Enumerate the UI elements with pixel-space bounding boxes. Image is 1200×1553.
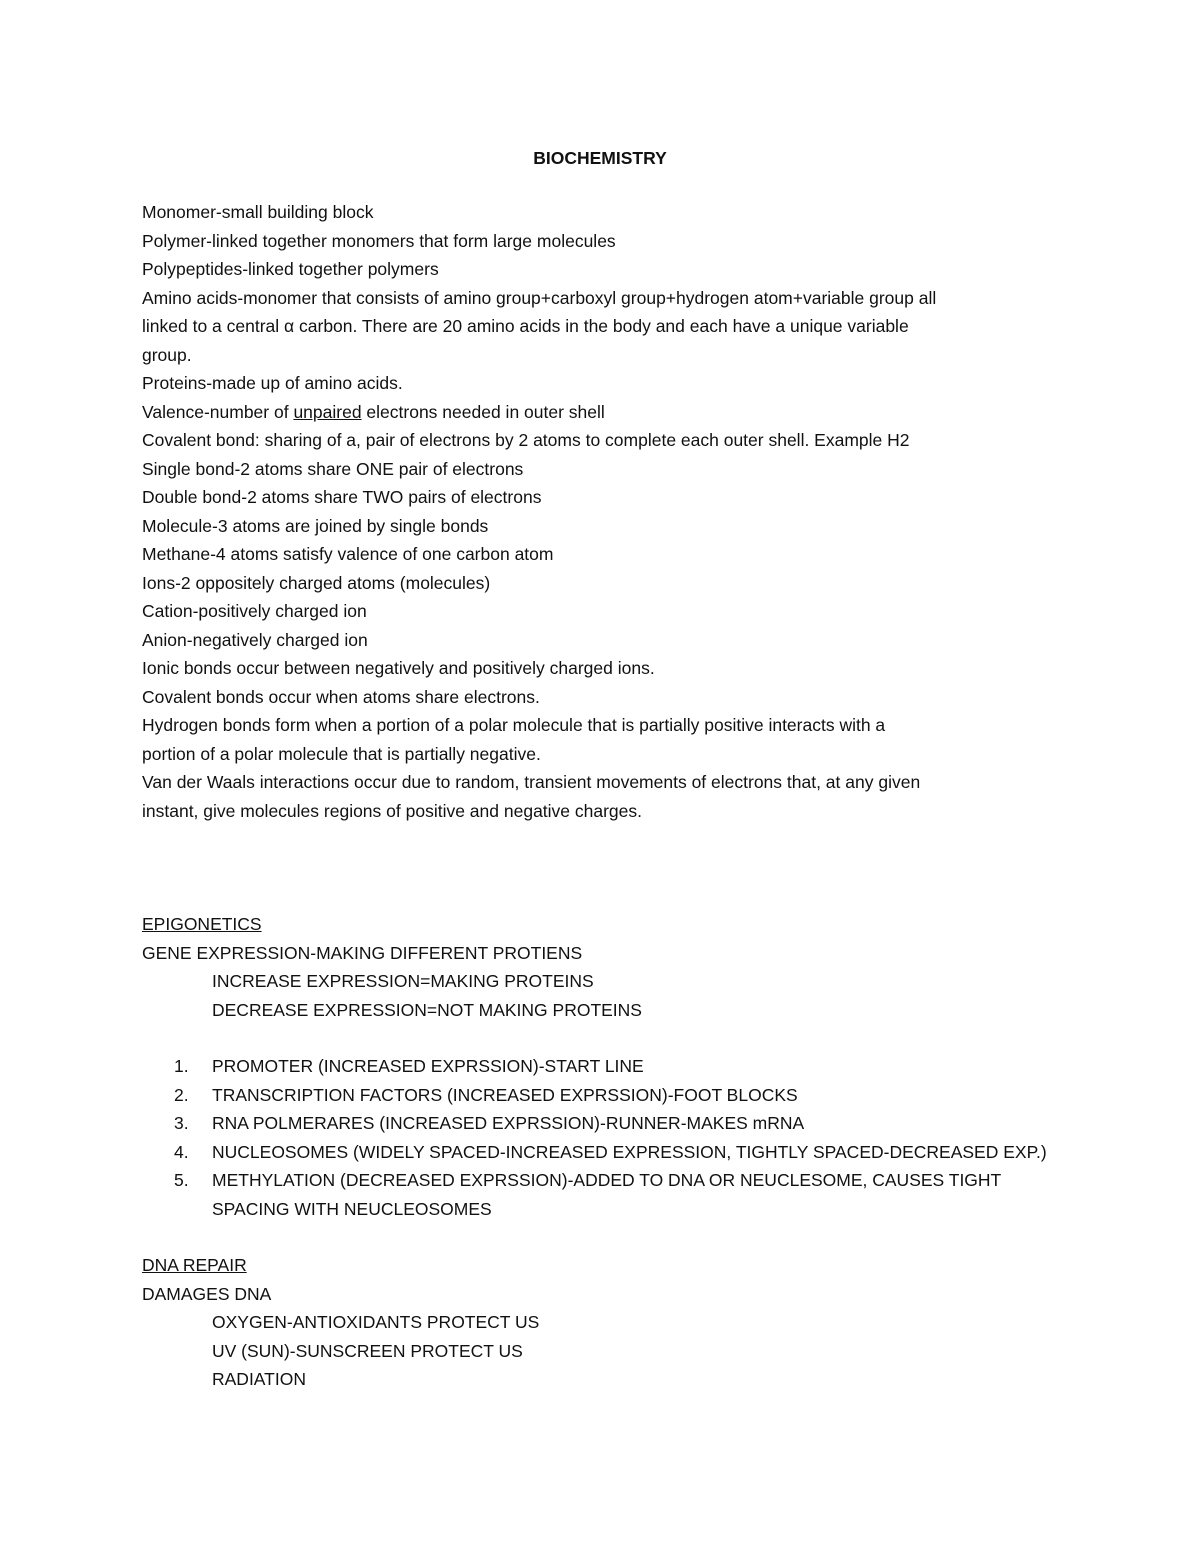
valence-line [142,398,1062,427]
list-item-continuation [142,1195,1062,1224]
list-number: 3. [174,1113,189,1133]
note-line: Van der Waals interactions occur due to random, transient movements of electrons that, at any given [142,772,921,792]
valence-underlined: unpaired [293,401,362,422]
note-line: GENE EXPRESSION-MAKING DIFFERENT PROTIENS [142,942,583,963]
list-text: SPACING WITH NEUCLEOSOMES [212,1198,492,1219]
indented-line: OXYGEN-ANTIOXIDANTS PROTECT US [212,1312,540,1332]
list-text: PROMOTER (INCREASED EXPRSSION)-START LINE [212,1056,644,1076]
note-line: Molecule-3 atoms are joined by single bonds [142,515,489,536]
list-number: 4. [174,1141,189,1162]
epigenetics-section [142,910,1062,1024]
note-line: Amino acids-monomer that consists of amino group+carboxyl group+hydrogen atom+variable group all [142,287,937,308]
note-line: Monomer-small building block [142,202,374,222]
indented-line: RADIATION [212,1369,306,1389]
list-item [142,1081,1062,1110]
section-heading: DNA REPAIR [142,1255,247,1275]
list-text: RNA POLMERARES (INCREASED EXPRSSION)-RUNNER-MAKES mRNA [212,1113,805,1133]
list-text: NUCLEOSOMES (WIDELY SPACED-INCREASED EXPRESSION, TIGHTLY SPACED-DECREASED EXP.) [212,1141,1047,1162]
list-text: METHYLATION (DECREASED EXPRSSION)-ADDED TO DNA OR NEUCLESOME, CAUSES TIGHT [212,1170,1002,1190]
biochemistry-notes [142,198,1062,825]
indented-line: INCREASE EXPRESSION=MAKING PROTEINS [212,971,594,991]
valence-prefix: Valence-number of [142,401,294,422]
note-line: DAMAGES DNA [142,1283,272,1304]
note-line: Covalent bond: sharing of a, pair of electrons by 2 atoms to complete each outer shell. Example H2 [142,430,910,450]
note-line: Cation-positively charged ion [142,601,367,621]
valence-suffix: electrons needed in outer shell [361,401,605,422]
note-line: Anion-negatively charged ion [142,629,368,650]
list-number: 5. [174,1170,189,1190]
note-line: portion of a polar molecule that is partially negative. [142,743,541,764]
note-line: Double bond-2 atoms share TWO pairs of electrons [142,487,542,507]
note-line: Single bond-2 atoms share ONE pair of electrons [142,458,524,479]
indented-line: UV (SUN)-SUNSCREEN PROTECT US [212,1340,523,1361]
list-item [142,1109,1062,1138]
note-line: group. [142,344,192,365]
list-number: 2. [174,1084,189,1105]
note-line: Covalent bonds occur when atoms share electrons. [142,686,540,707]
list-text: TRANSCRIPTION FACTORS (INCREASED EXPRSSION)-FOOT BLOCKS [212,1084,798,1105]
page-title: BIOCHEMISTRY [533,148,667,168]
list-item [142,1052,1062,1081]
epigenetics-list [142,1052,1062,1223]
note-line: Hydrogen bonds form when a portion of a polar molecule that is partially positive interacts with a [142,715,886,735]
note-line: Polymer-linked together monomers that form large molecules [142,230,616,251]
dna-repair-section [142,1251,1062,1394]
note-line: Proteins-made up of amino acids. [142,373,403,393]
note-line: linked to a central α carbon. There are 20 amino acids in the body and each have a unique variable [142,316,909,336]
indented-line: DECREASE EXPRESSION=NOT MAKING PROTEINS [212,999,642,1020]
note-line: Methane-4 atoms satisfy valence of one carbon atom [142,544,554,564]
section-heading: EPIGONETICS [142,914,262,934]
note-line: Ionic bonds occur between negatively and positively charged ions. [142,658,655,678]
list-item [142,1138,1062,1167]
list-number: 1. [174,1056,189,1076]
note-line: Polypeptides-linked together polymers [142,259,439,279]
note-line: Ions-2 oppositely charged atoms (molecules) [142,572,491,593]
list-item [142,1166,1062,1195]
note-line: instant, give molecules regions of positive and negative charges. [142,800,643,821]
